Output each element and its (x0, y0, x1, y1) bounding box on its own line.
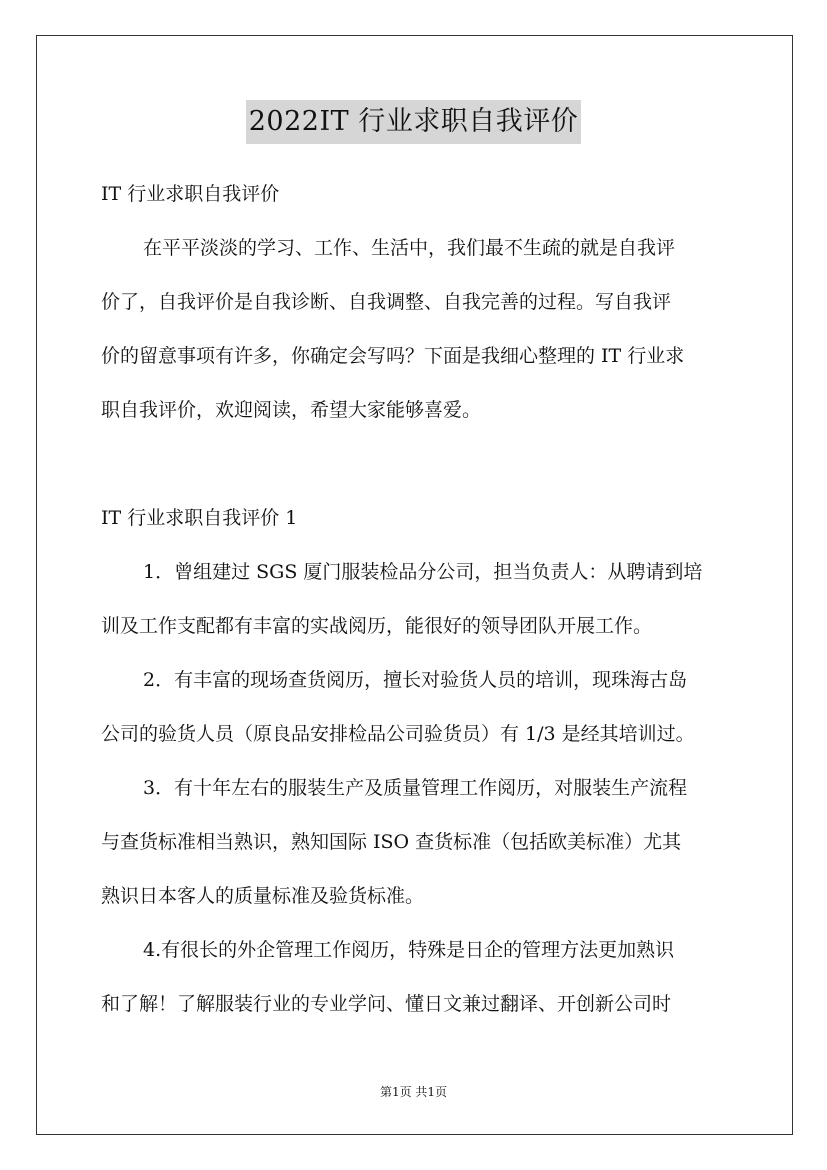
body-line: 训及工作支配都有丰富的实战阅历，能很好的领导团队开展工作。 (101, 615, 653, 637)
body-line: 2．有丰富的现场查货阅历，擅长对验货人员的培训，现珠海古岛 (143, 669, 688, 691)
intro-line: 职自我评价，欢迎阅读，希望大家能够喜爱。 (101, 399, 482, 421)
body-line: 1．曾组建过 SGS 厦门服装检品分公司，担当负责人：从聘请到培 (143, 561, 703, 583)
body-line: 3．有十年左右的服装生产及质量管理工作阅历，对服装生产流程 (143, 777, 688, 799)
document-title: 2022IT 行业求职自我评价 (246, 100, 581, 144)
body-line: 4.有很长的外企管理工作阅历，特殊是日企的管理方法更加熟识 (143, 939, 675, 961)
intro-line: 价的留意事项有许多，你确定会写吗？下面是我细心整理的 IT 行业求 (101, 345, 685, 367)
body-line: 和了解！了解服装行业的专业学问、懂日文兼过翻译、开创新公司时 (101, 993, 672, 1015)
intro-line: 在平平淡淡的学习、工作、生活中，我们最不生疏的就是自我评 (143, 237, 676, 259)
body-line: 熟识日本客人的质量标准及验货标准。 (101, 885, 425, 907)
intro-heading: IT 行业求职自我评价 (101, 183, 280, 205)
title-container (0, 100, 827, 144)
section-heading: IT 行业求职自我评价 1 (101, 507, 298, 529)
body-line: 公司的验货人员（原良品安排检品公司验货员）有 1/3 是经其培训过。 (101, 723, 695, 745)
page-footer: 第1页 共1页 (379, 1085, 448, 1099)
intro-line: 价了，自我评价是自我诊断、自我调整、自我完善的过程。写自我评 (101, 291, 672, 313)
body-line: 与查货标准相当熟识，熟知国际 ISO 查货标准（包括欧美标准）尤其 (101, 831, 682, 853)
